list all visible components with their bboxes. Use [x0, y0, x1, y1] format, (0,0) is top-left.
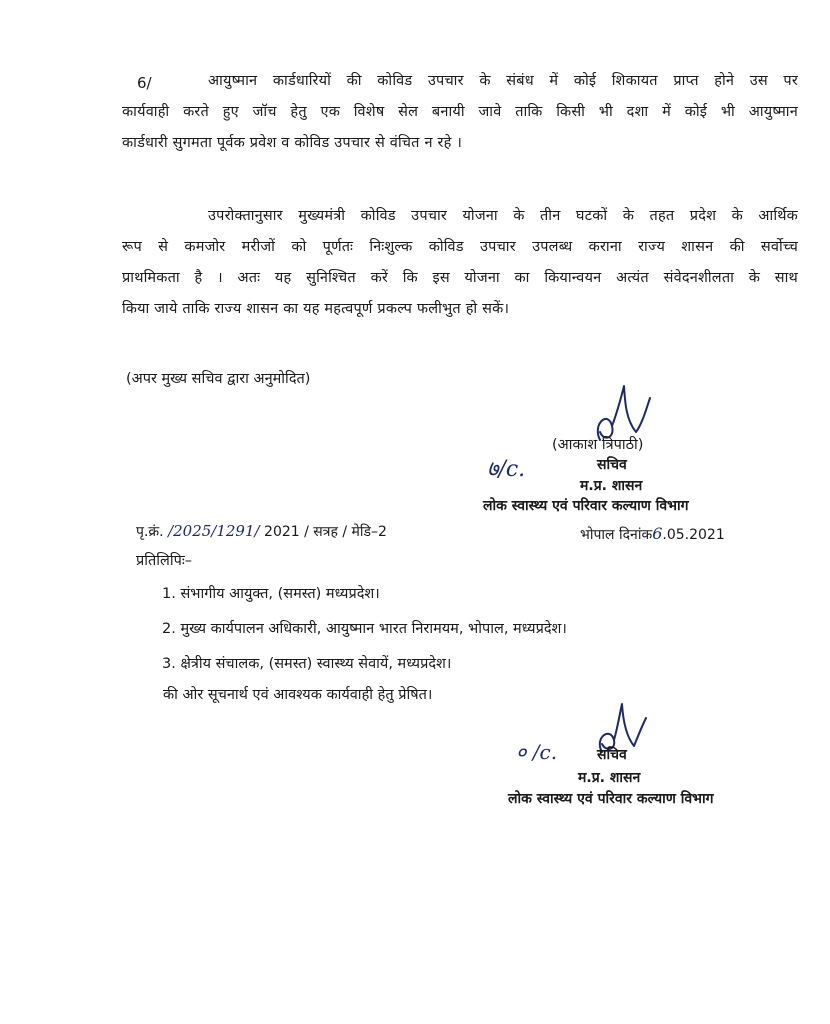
date-handwritten: 6 [652, 524, 663, 543]
conclusion-line-1: उपरोक्तानुसार मुख्यमंत्री कोविड उपचार योजना के तीन घटकों के तहत प्रदेश के आर्थिक [208, 208, 798, 224]
handwritten-number-2: ० /c. [516, 740, 558, 764]
signatory-1-name: (आकाश त्रिपाठी) [552, 437, 644, 453]
conclusion-line-2: रूप से कमजोर मरीजों को पूर्णतः निःशुल्क कोविड उपचार उपलब्ध कराना राज्य शासन की सर्वोच्च [122, 239, 798, 255]
point-number: 6/ [137, 74, 152, 92]
reference-handwritten: /2025/1291/ [168, 522, 260, 540]
date-suffix: .05.2021 [662, 527, 725, 543]
approval-note: (अपर मुख्य सचिव द्वारा अनुमोदित) [126, 371, 311, 387]
signatory-1-government: म.प्र. शासन [580, 478, 643, 494]
copy-item-2: 2. मुख्य कार्यपालन अधिकारी, आयुष्मान भारत निरामयम, भोपाल, मध्यप्रदेश। [162, 621, 567, 637]
copy-item-3: 3. क्षेत्रीय संचालक, (समस्त) स्वास्थ्य सेवायें, मध्यप्रदेश। [162, 656, 452, 672]
copy-heading: प्रतिलिपिः– [136, 553, 193, 569]
point-6-line-1: आयुष्मान कार्डधारियों की कोविड उपचार के संबंध में कोई शिकायत प्राप्त होने उस पर [208, 73, 798, 89]
point-6-paragraph [122, 66, 798, 159]
copy-item-1: 1. संभागीय आयुक्त, (समस्त) मध्यप्रदेश। [162, 586, 380, 602]
place-date-prefix: भोपाल दिनांक [580, 527, 653, 543]
conclusion-line-4: किया जाये ताकि राज्य शासन का यह महत्वपूर्ण प्रकल्प फलीभुत हो सकें। [122, 301, 510, 317]
handwritten-number-1: ७/c. [487, 457, 526, 482]
signatory-2-department: लोक स्वास्थ्य एवं परिवार कल्याण विभाग [508, 791, 714, 807]
point-6-line-2: कार्यवाही करते हुए जॉच हेतु एक विशेष सेल बनायी जावे ताकि किसी भी दशा में कोई भी आयुष्मान [122, 104, 798, 120]
signatory-1-designation: सचिव [597, 457, 627, 473]
signatory-2-government: म.प्र. शासन [578, 770, 641, 786]
conclusion-paragraph [122, 201, 798, 325]
conclusion-line-3: प्राथमिकता है । अतः यह सुनिश्चित करें कि इस योजना का कियान्वयन अत्यंत संवेदनशीलता के साथ [122, 270, 798, 286]
reference-suffix: 2021 / सत्रह / मेडि–2 [264, 524, 387, 540]
signatory-1-department: लोक स्वास्थ्य एवं परिवार कल्याण विभाग [483, 498, 689, 514]
place-date [580, 524, 725, 544]
reference-number [136, 522, 387, 541]
reference-prefix: पृ.क्रं. [136, 524, 164, 540]
copy-closing: की ओर सूचनार्थ एवं आवश्यक कार्यवाही हेतु प्रेषित। [163, 687, 433, 703]
signatory-2-designation: सचिव [597, 747, 627, 763]
point-6-line-3: कार्डधारी सुगमता पूर्वक प्रवेश व कोविड उपचार से वंचित न रहे । [122, 135, 463, 151]
